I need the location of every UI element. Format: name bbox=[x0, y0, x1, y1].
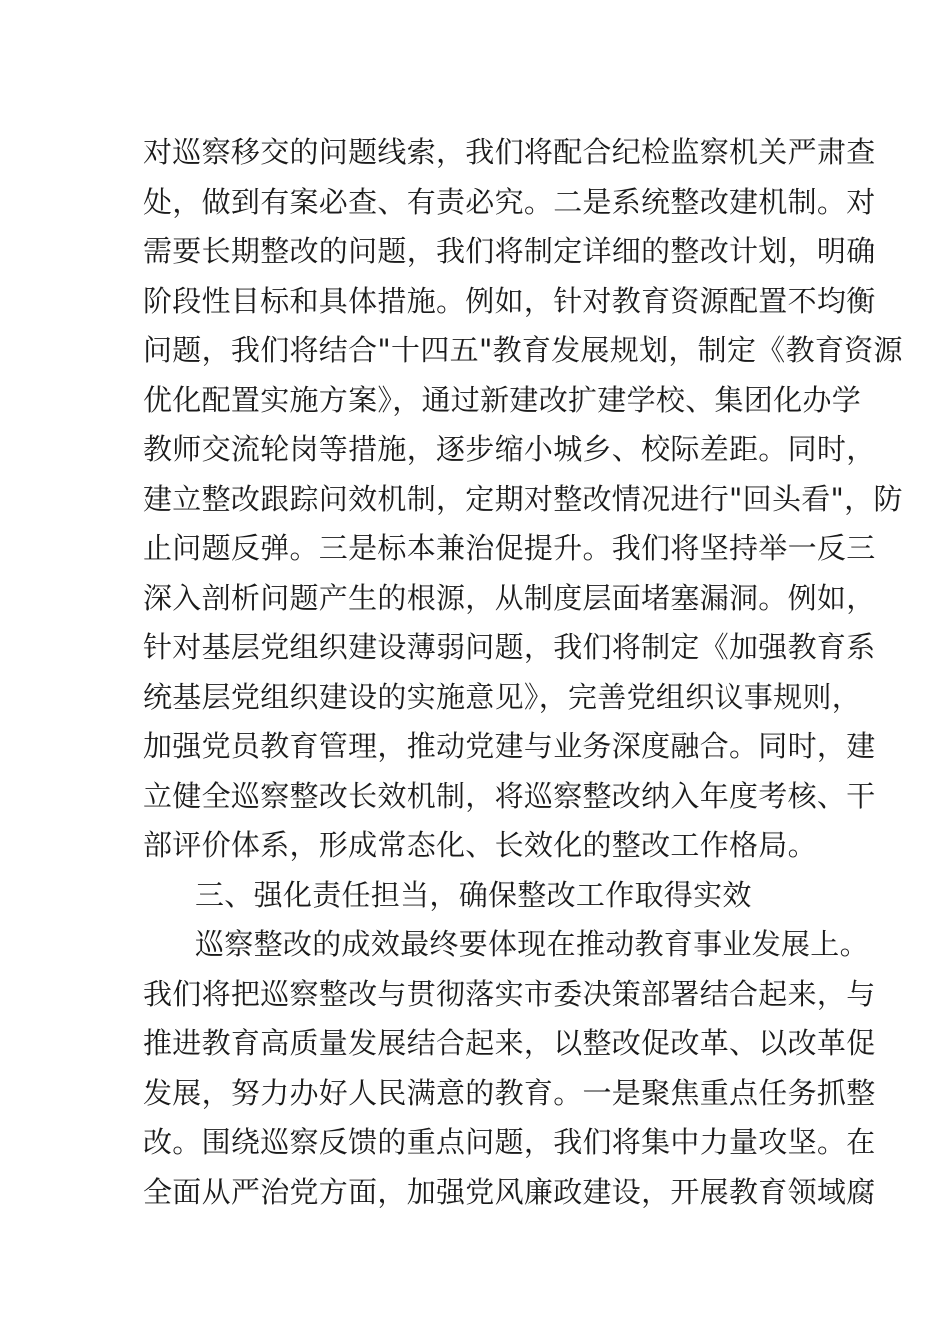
text-line: 加强党员教育管理，推动党建与业务深度融合。同时，建 bbox=[143, 729, 876, 763]
text-line: 建立整改跟踪问效机制，定期对整改情况进行"回头看"，防 bbox=[143, 481, 903, 516]
text-line: 发展，努力办好人民满意的教育。一是聚焦重点任务抓整 bbox=[143, 1075, 876, 1110]
text-line: 统基层党组织建设的实施意见》，完善党组织议事规则， bbox=[143, 679, 862, 714]
text-line: 立健全巡察整改长效机制，将巡察整改纳入年度考核、干 bbox=[143, 778, 876, 813]
text-line: 改。围绕巡察反馈的重点问题，我们将集中力量攻坚。在 bbox=[143, 1125, 876, 1159]
document-body bbox=[143, 128, 903, 1217]
text-line: 处，做到有案必查、有责必究。二是系统整改建机制。对 bbox=[143, 184, 876, 219]
section-heading: 三、强化责任担当，确保整改工作取得实效 bbox=[195, 877, 752, 912]
text-line: 全面从严治党方面，加强党风廉政建设，开展教育领域腐 bbox=[143, 1174, 876, 1209]
text-line: 对巡察移交的问题线索，我们将配合纪检监察机关严肃查 bbox=[143, 135, 876, 169]
text-line: 针对基层党组织建设薄弱问题，我们将制定《加强教育系 bbox=[143, 630, 876, 664]
text-line: 推进教育高质量发展结合起来，以整改促改革、以改革促 bbox=[143, 1026, 876, 1060]
paragraph-first-line: 巡察整改的成效最终要体现在推动教育事业发展上。 bbox=[195, 927, 869, 961]
text-line: 问题，我们将结合"十四五"教育发展规划，制定《教育资源 bbox=[143, 333, 903, 367]
text-line: 我们将把巡察整改与贯彻落实市委决策部署结合起来，与 bbox=[143, 976, 876, 1011]
text-line: 深入剖析问题产生的根源，从制度层面堵塞漏洞。例如， bbox=[143, 580, 876, 615]
text-line: 教师交流轮岗等措施，逐步缩小城乡、校际差距。同时， bbox=[143, 432, 876, 466]
text-line: 优化配置实施方案》，通过新建改扩建学校、集团化办学 bbox=[143, 382, 862, 417]
text-line: 止问题反弹。三是标本兼治促提升。我们将坚持举一反三 bbox=[143, 531, 876, 565]
text-line: 阶段性目标和具体措施。例如，针对教育资源配置不均衡 bbox=[143, 283, 876, 318]
text-line: 需要长期整改的问题，我们将制定详细的整改计划，明确 bbox=[143, 234, 876, 268]
text-line: 部评价体系，形成常态化、长效化的整改工作格局。 bbox=[143, 828, 817, 862]
